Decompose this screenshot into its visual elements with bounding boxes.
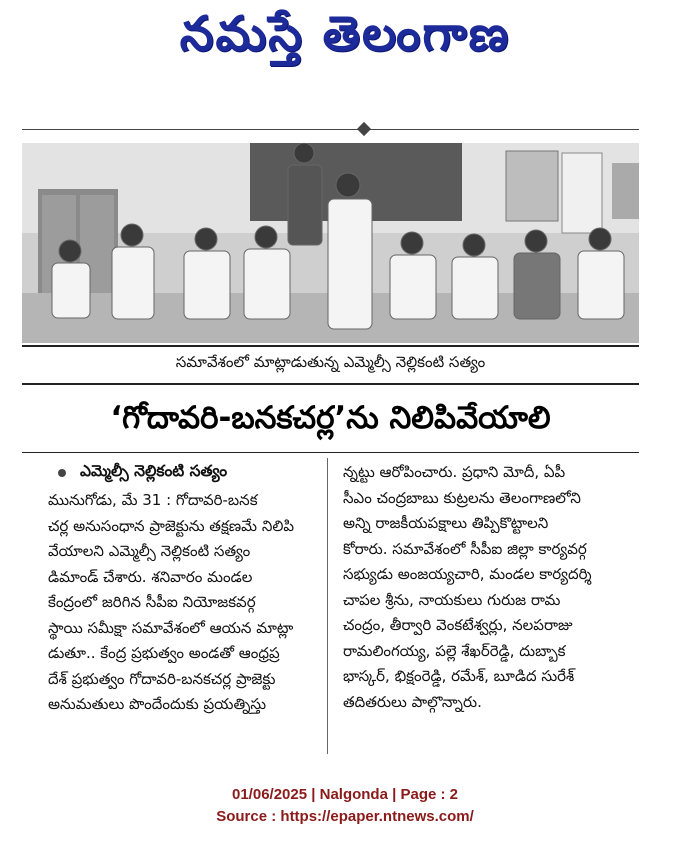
text-line: మునుగోడు, మే 31 : గోదావరి-బనక xyxy=(48,491,258,509)
news-photo xyxy=(22,143,639,343)
meeting-photo-illustration xyxy=(22,143,639,343)
text-line: అన్ని రాజకీయపక్షాలు తిప్పికొట్టాలని xyxy=(343,514,549,532)
text-line: సభ్యుడు అంజయ్యచారి, మండల కార్యదర్శి xyxy=(343,565,592,583)
byline-text: ఎమ్మెల్సీ నెల్లికంటి సత్యం xyxy=(80,462,228,480)
masthead-logo: నమస్తే తెలంగాణ xyxy=(179,6,511,62)
text-line: సీఎం చంద్రబాబు కుట్రలను తెలంగాణలోని xyxy=(343,488,581,507)
article-column-left xyxy=(48,488,311,718)
newspaper-masthead xyxy=(0,0,690,80)
article-column-right xyxy=(343,460,639,715)
clipped-text-fragment xyxy=(100,96,580,102)
text-line: వేయాలని ఎమ్మెల్సీ నెల్లికంటి సత్యం xyxy=(48,542,251,560)
diamond-ornament-icon xyxy=(357,122,371,136)
text-line: కోరారు. సమావేశంలో సీపీఐ జిల్లా కార్యవర్గ xyxy=(343,539,587,558)
footer-edition: 01/06/2025 | Nalgonda | Page : 2 xyxy=(232,786,458,803)
text-line: డిమాండ్ చేశారు. శనివారం మండల xyxy=(48,567,253,586)
text-line: రామలింగయ్య, పల్లె శేఖర్‌రెడ్డి, దుబ్బాక xyxy=(343,641,566,660)
headline-rule xyxy=(22,452,639,453)
ornament-divider xyxy=(22,124,639,136)
footer-source-link[interactable]: Source : https://epaper.ntnews.com/ xyxy=(216,808,474,825)
bullet-icon xyxy=(58,469,66,477)
text-line: చాపల శ్రీను, నాయకులు గురుజ రామ xyxy=(343,590,561,609)
article-headline: ‘గోదావరి-బనకచర్ల’ను నిలిపివేయాలి xyxy=(110,399,551,436)
caption-bottom-rule xyxy=(22,383,639,385)
text-line: డుతూ.. కేంద్ర ప్రభుత్వం అండతో ఆంధ్రప్ర xyxy=(48,644,280,662)
text-line: చంద్రం, తీర్వారి వెంకటేశ్వర్లు, నలపరాజు xyxy=(343,616,573,634)
text-line: దేశ్ ప్రభుత్వం గోదావరి-బనకచర్ల ప్రాజెక్టు xyxy=(48,669,276,688)
text-line: స్థాయి సమీక్షా సమావేశంలో ఆయన మాట్లా xyxy=(48,618,294,637)
text-line: కేంద్రంలో జరిగిన సీపీఐ నియోజకవర్గ xyxy=(48,593,256,611)
article-byline xyxy=(58,460,227,486)
text-line: చర్ల అనుసంధాన ప్రాజెక్టును తక్షణమే నిలిపి xyxy=(48,516,295,535)
photo-caption: సమావేశంలో మాట్లాడుతున్న ఎమ్మెల్సీ నెల్లికంటి సత్యం xyxy=(175,353,486,371)
text-line: భాస్కర్, భిక్షంరెడ్డి, రమేశ్, బూడిద సురేశ్ xyxy=(343,667,575,685)
text-line: తదితరులు పాల్గొన్నారు. xyxy=(343,692,482,711)
text-line: న్నట్టు ఆరోపించారు. ప్రధాని మోదీ, ఏపీ xyxy=(343,463,566,481)
column-divider xyxy=(327,458,328,754)
text-line: అనుమతులు పొందేందుకు ప్రయత్నిస్తు xyxy=(48,695,267,713)
